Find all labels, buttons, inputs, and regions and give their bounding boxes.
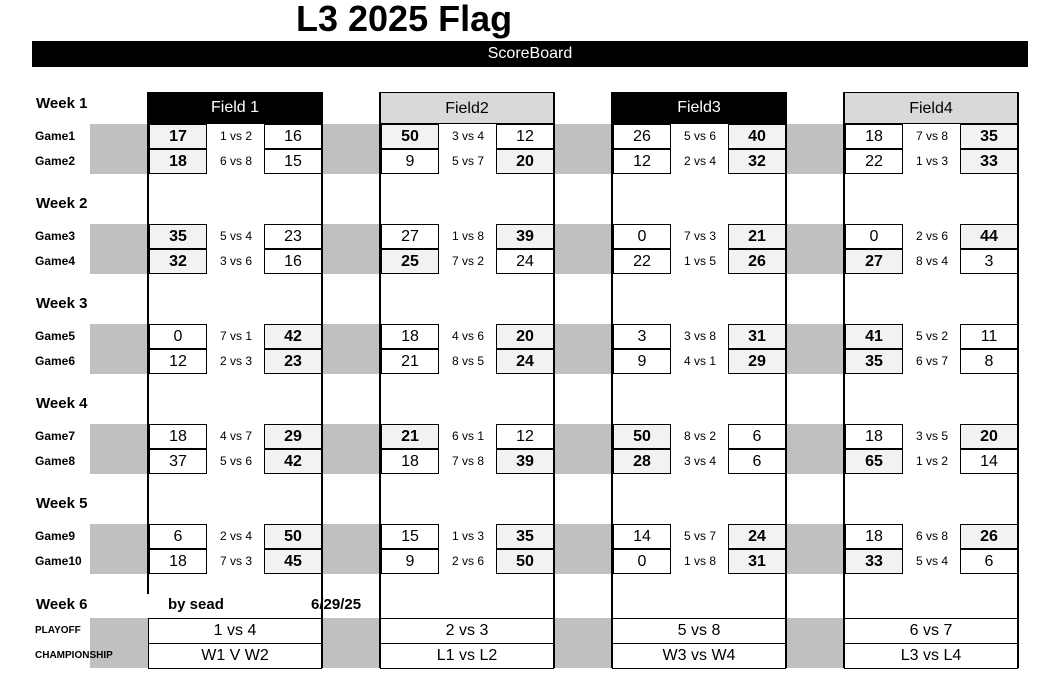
score-right: 15: [264, 149, 322, 174]
game-label: Game1: [35, 129, 76, 143]
field-line-right: [1017, 92, 1019, 668]
score-left: 18: [149, 424, 207, 449]
game-label: Game6: [35, 354, 76, 368]
score-right: 33: [960, 149, 1018, 174]
score-left: 18: [845, 124, 903, 149]
row-band: [554, 424, 612, 474]
row-band: [554, 618, 612, 668]
page-title: L3 2025 Flag: [296, 0, 513, 39]
score-left: 25: [381, 249, 439, 274]
week-label: Week 2: [36, 195, 88, 212]
matchup: 8 vs 4: [915, 254, 948, 268]
field-line-right: [321, 92, 323, 668]
matchup: 6 vs 7: [915, 354, 948, 368]
score-left: 33: [845, 549, 903, 574]
row-band: [554, 224, 612, 274]
playoff-cell: W3 vs W4: [612, 643, 786, 669]
score-right: 42: [264, 324, 322, 349]
matchup: 1 vs 5: [683, 254, 716, 268]
field-header-2: Field2: [380, 92, 554, 124]
matchup: 7 vs 8: [915, 129, 948, 143]
matchup: 4 vs 7: [219, 429, 252, 443]
score-left: 18: [845, 424, 903, 449]
score-right: 16: [264, 249, 322, 274]
matchup: 8 vs 5: [451, 354, 484, 368]
score-left: 18: [381, 449, 439, 474]
score-right: 29: [728, 349, 786, 374]
scoreboard-banner: ScoreBoard: [32, 41, 1028, 67]
matchup: 2 vs 6: [451, 554, 484, 568]
score-left: 22: [845, 149, 903, 174]
row-band: [786, 124, 844, 174]
score-right: 16: [264, 124, 322, 149]
row-band: [322, 324, 380, 374]
round-label: CHAMPIONSHIP: [35, 650, 113, 661]
matchup: 6 vs 1: [451, 429, 484, 443]
playoff-cell: 1 vs 4: [148, 618, 322, 644]
row-band: [786, 618, 844, 668]
score-right: 32: [728, 149, 786, 174]
matchup: 7 vs 8: [451, 454, 484, 468]
score-right: 24: [496, 349, 554, 374]
matchup: 3 vs 5: [915, 429, 948, 443]
matchup: 1 vs 2: [915, 454, 948, 468]
matchup: 5 vs 4: [915, 554, 948, 568]
playoff-cell: L1 vs L2: [380, 643, 554, 669]
matchup: 5 vs 6: [219, 454, 252, 468]
matchup: 2 vs 3: [219, 354, 252, 368]
score-left: 14: [613, 524, 671, 549]
row-band: [786, 424, 844, 474]
row-band: [322, 124, 380, 174]
score-right: 35: [960, 124, 1018, 149]
matchup: 1 vs 3: [451, 529, 484, 543]
week-label: Week 3: [36, 295, 88, 312]
score-right: 14: [960, 449, 1018, 474]
score-left: 18: [845, 524, 903, 549]
row-band: [90, 324, 148, 374]
row-band: [322, 224, 380, 274]
score-left: 27: [381, 224, 439, 249]
matchup: 3 vs 4: [451, 129, 484, 143]
game-label: Game10: [35, 554, 82, 568]
score-right: 50: [496, 549, 554, 574]
score-right: 20: [496, 149, 554, 174]
week-label: Week 6: [36, 596, 88, 613]
score-right: 40: [728, 124, 786, 149]
matchup: 6 vs 8: [915, 529, 948, 543]
score-left: 21: [381, 424, 439, 449]
playoff-cell: 6 vs 7: [844, 618, 1018, 644]
score-right: 26: [960, 524, 1018, 549]
row-band: [322, 524, 380, 574]
matchup: 1 vs 2: [219, 129, 252, 143]
playoff-cell: W1 V W2: [148, 643, 322, 669]
field-header-4: Field4: [844, 92, 1018, 124]
field-line-left: [379, 92, 381, 668]
score-left: 0: [845, 224, 903, 249]
score-left: 50: [613, 424, 671, 449]
score-left: 0: [613, 549, 671, 574]
row-band: [90, 224, 148, 274]
game-label: Game2: [35, 154, 76, 168]
row-band: [786, 224, 844, 274]
score-left: 50: [381, 124, 439, 149]
matchup: 6 vs 8: [219, 154, 252, 168]
matchup: 3 vs 6: [219, 254, 252, 268]
score-right: 23: [264, 224, 322, 249]
row-band: [90, 524, 148, 574]
row-band: [554, 524, 612, 574]
matchup: 5 vs 6: [683, 129, 716, 143]
score-right: 24: [496, 249, 554, 274]
score-left: 41: [845, 324, 903, 349]
score-right: 23: [264, 349, 322, 374]
score-left: 3: [613, 324, 671, 349]
field-line-right: [553, 92, 555, 668]
score-left: 27: [845, 249, 903, 274]
score-left: 12: [149, 349, 207, 374]
score-right: 6: [728, 424, 786, 449]
score-right: 12: [496, 424, 554, 449]
score-left: 28: [613, 449, 671, 474]
score-left: 15: [381, 524, 439, 549]
matchup: 7 vs 2: [451, 254, 484, 268]
field-line-left: [611, 92, 613, 668]
week-label: Week 1: [36, 95, 88, 112]
score-left: 18: [149, 549, 207, 574]
score-left: 18: [381, 324, 439, 349]
playoff-cell: 2 vs 3: [380, 618, 554, 644]
score-left: 17: [149, 124, 207, 149]
game-label: Game4: [35, 254, 76, 268]
score-right: 31: [728, 549, 786, 574]
game-label: Game8: [35, 454, 76, 468]
score-right: 12: [496, 124, 554, 149]
score-right: 6: [728, 449, 786, 474]
score-right: 31: [728, 324, 786, 349]
game-label: Game9: [35, 529, 76, 543]
score-left: 12: [613, 149, 671, 174]
matchup: 5 vs 7: [683, 529, 716, 543]
field-header-3: Field3: [612, 92, 786, 124]
score-right: 8: [960, 349, 1018, 374]
score-left: 32: [149, 249, 207, 274]
matchup: 5 vs 7: [451, 154, 484, 168]
score-left: 35: [845, 349, 903, 374]
matchup: 7 vs 3: [683, 229, 716, 243]
field-header-1: Field 1: [148, 92, 322, 124]
score-left: 22: [613, 249, 671, 274]
matchup: 7 vs 1: [219, 329, 252, 343]
game-label: Game7: [35, 429, 76, 443]
score-right: 3: [960, 249, 1018, 274]
score-right: 20: [960, 424, 1018, 449]
score-right: 29: [264, 424, 322, 449]
row-band: [786, 524, 844, 574]
row-band: [90, 424, 148, 474]
score-right: 50: [264, 524, 322, 549]
matchup: 4 vs 1: [683, 354, 716, 368]
score-left: 65: [845, 449, 903, 474]
game-label: Game3: [35, 229, 76, 243]
score-left: 6: [149, 524, 207, 549]
score-left: 37: [149, 449, 207, 474]
author-label: by sead: [168, 596, 224, 613]
score-left: 9: [381, 549, 439, 574]
score-right: 26: [728, 249, 786, 274]
score-right: 6: [960, 549, 1018, 574]
matchup: 7 vs 3: [219, 554, 252, 568]
score-left: 9: [613, 349, 671, 374]
row-band: [90, 124, 148, 174]
score-right: 39: [496, 224, 554, 249]
matchup: 2 vs 4: [219, 529, 252, 543]
score-right: 45: [264, 549, 322, 574]
matchup: 3 vs 8: [683, 329, 716, 343]
matchup: 1 vs 8: [683, 554, 716, 568]
game-label: Game5: [35, 329, 76, 343]
score-left: 0: [149, 324, 207, 349]
score-right: 44: [960, 224, 1018, 249]
score-left: 26: [613, 124, 671, 149]
score-left: 0: [613, 224, 671, 249]
playoff-cell: L3 vs L4: [844, 643, 1018, 669]
score-right: 35: [496, 524, 554, 549]
field-line-right: [785, 92, 787, 668]
matchup: 8 vs 2: [683, 429, 716, 443]
score-right: 20: [496, 324, 554, 349]
score-right: 11: [960, 324, 1018, 349]
row-band: [554, 124, 612, 174]
score-left: 18: [149, 149, 207, 174]
score-left: 9: [381, 149, 439, 174]
matchup: 1 vs 3: [915, 154, 948, 168]
matchup: 1 vs 8: [451, 229, 484, 243]
row-band: [322, 618, 380, 668]
matchup: 3 vs 4: [683, 454, 716, 468]
matchup: 4 vs 6: [451, 329, 484, 343]
row-band: [554, 324, 612, 374]
row-band: [786, 324, 844, 374]
matchup: 5 vs 4: [219, 229, 252, 243]
matchup: 2 vs 4: [683, 154, 716, 168]
score-right: 39: [496, 449, 554, 474]
score-left: 21: [381, 349, 439, 374]
round-label: PLAYOFF: [35, 625, 81, 636]
matchup: 2 vs 6: [915, 229, 948, 243]
score-right: 42: [264, 449, 322, 474]
field-line-left: [843, 92, 845, 668]
date-label: 6/29/25: [311, 596, 362, 613]
row-band: [322, 424, 380, 474]
score-right: 21: [728, 224, 786, 249]
week-label: Week 5: [36, 495, 88, 512]
week-label: Week 4: [36, 395, 88, 412]
playoff-cell: 5 vs 8: [612, 618, 786, 644]
score-left: 35: [149, 224, 207, 249]
score-right: 24: [728, 524, 786, 549]
matchup: 5 vs 2: [915, 329, 948, 343]
